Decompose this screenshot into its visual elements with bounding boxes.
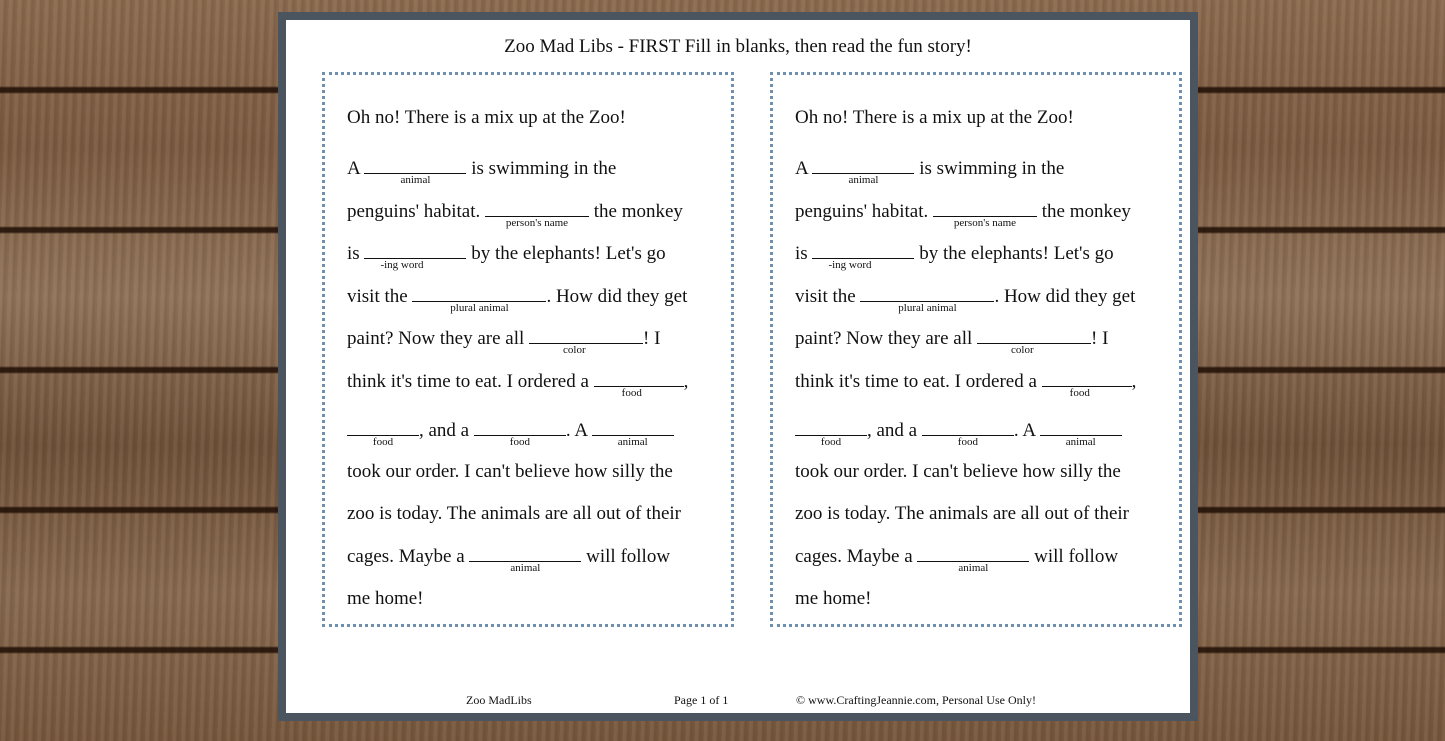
story-line: zoo is today. The animals are all out of their (347, 503, 681, 524)
story-line: A animal is swimming in the (347, 158, 617, 186)
blank-food[interactable]: food (1042, 370, 1132, 387)
blank-ing-word[interactable]: -ing word (364, 242, 466, 259)
story-line: cages. Maybe a animal will follow (795, 546, 1119, 574)
blank-persons-name[interactable]: person's name (485, 200, 589, 217)
blank-color[interactable]: color (529, 327, 643, 344)
blank-food[interactable]: food (474, 419, 566, 436)
blank-food[interactable]: food (594, 370, 684, 387)
page-title: Zoo Mad Libs - FIRST Fill in blanks, then read the fun story! (504, 36, 972, 57)
story-line: me home! (347, 588, 424, 609)
story-line: think it's time to eat. I ordered a food , (347, 371, 689, 399)
story-line: visit the plural animal . How did they get (795, 286, 1136, 314)
blank-animal[interactable]: animal (592, 419, 674, 436)
story-line: penguins' habitat. person's name the monkey (347, 201, 683, 229)
story-line: took our order. I can't believe how silly the (795, 461, 1121, 482)
story-line: penguins' habitat. person's name the monkey (795, 201, 1131, 229)
story-panel-left (322, 72, 734, 627)
story-panel-right (770, 72, 1182, 627)
story-line: is -ing word by the elephants! Let's go (795, 243, 1114, 271)
blank-food[interactable]: food (347, 419, 419, 436)
story-line: visit the plural animal . How did they get (347, 286, 688, 314)
blank-animal[interactable]: animal (917, 545, 1029, 562)
blank-plural-animal[interactable]: plural animal (412, 285, 546, 302)
blank-food[interactable]: food (795, 419, 867, 436)
blank-ing-word[interactable]: -ing word (812, 242, 914, 259)
story-line: paint? Now they are all color ! I (795, 328, 1109, 356)
story-line: A animal is swimming in the (795, 158, 1065, 186)
blank-plural-animal[interactable]: plural animal (860, 285, 994, 302)
footer-copyright: © www.CraftingJeannie.com, Personal Use Only! (796, 693, 1036, 707)
story-line: think it's time to eat. I ordered a food , (795, 371, 1137, 399)
blank-color[interactable]: color (977, 327, 1091, 344)
blank-food[interactable]: food (922, 419, 1014, 436)
story-line: me home! (795, 588, 872, 609)
story-line: food , and a food . A animal (795, 419, 1122, 442)
story-line: took our order. I can't believe how silly the (347, 461, 673, 482)
worksheet-page (278, 12, 1198, 721)
blank-animal[interactable]: animal (469, 545, 581, 562)
story-line: zoo is today. The animals are all out of their (795, 503, 1129, 524)
story-line: paint? Now they are all color ! I (347, 328, 661, 356)
story-line: cages. Maybe a animal will follow (347, 546, 671, 574)
blank-animal[interactable]: animal (364, 157, 466, 174)
story-line: is -ing word by the elephants! Let's go (347, 243, 666, 271)
story-line: food , and a food . A animal (347, 419, 674, 442)
blank-persons-name[interactable]: person's name (933, 200, 1037, 217)
footer-page-number: Page 1 of 1 (674, 693, 729, 707)
story-line: Oh no! There is a mix up at the Zoo! (795, 107, 1074, 128)
story-line: Oh no! There is a mix up at the Zoo! (347, 107, 626, 128)
blank-animal[interactable]: animal (1040, 419, 1122, 436)
footer-title: Zoo MadLibs (466, 693, 532, 707)
blank-animal[interactable]: animal (812, 157, 914, 174)
